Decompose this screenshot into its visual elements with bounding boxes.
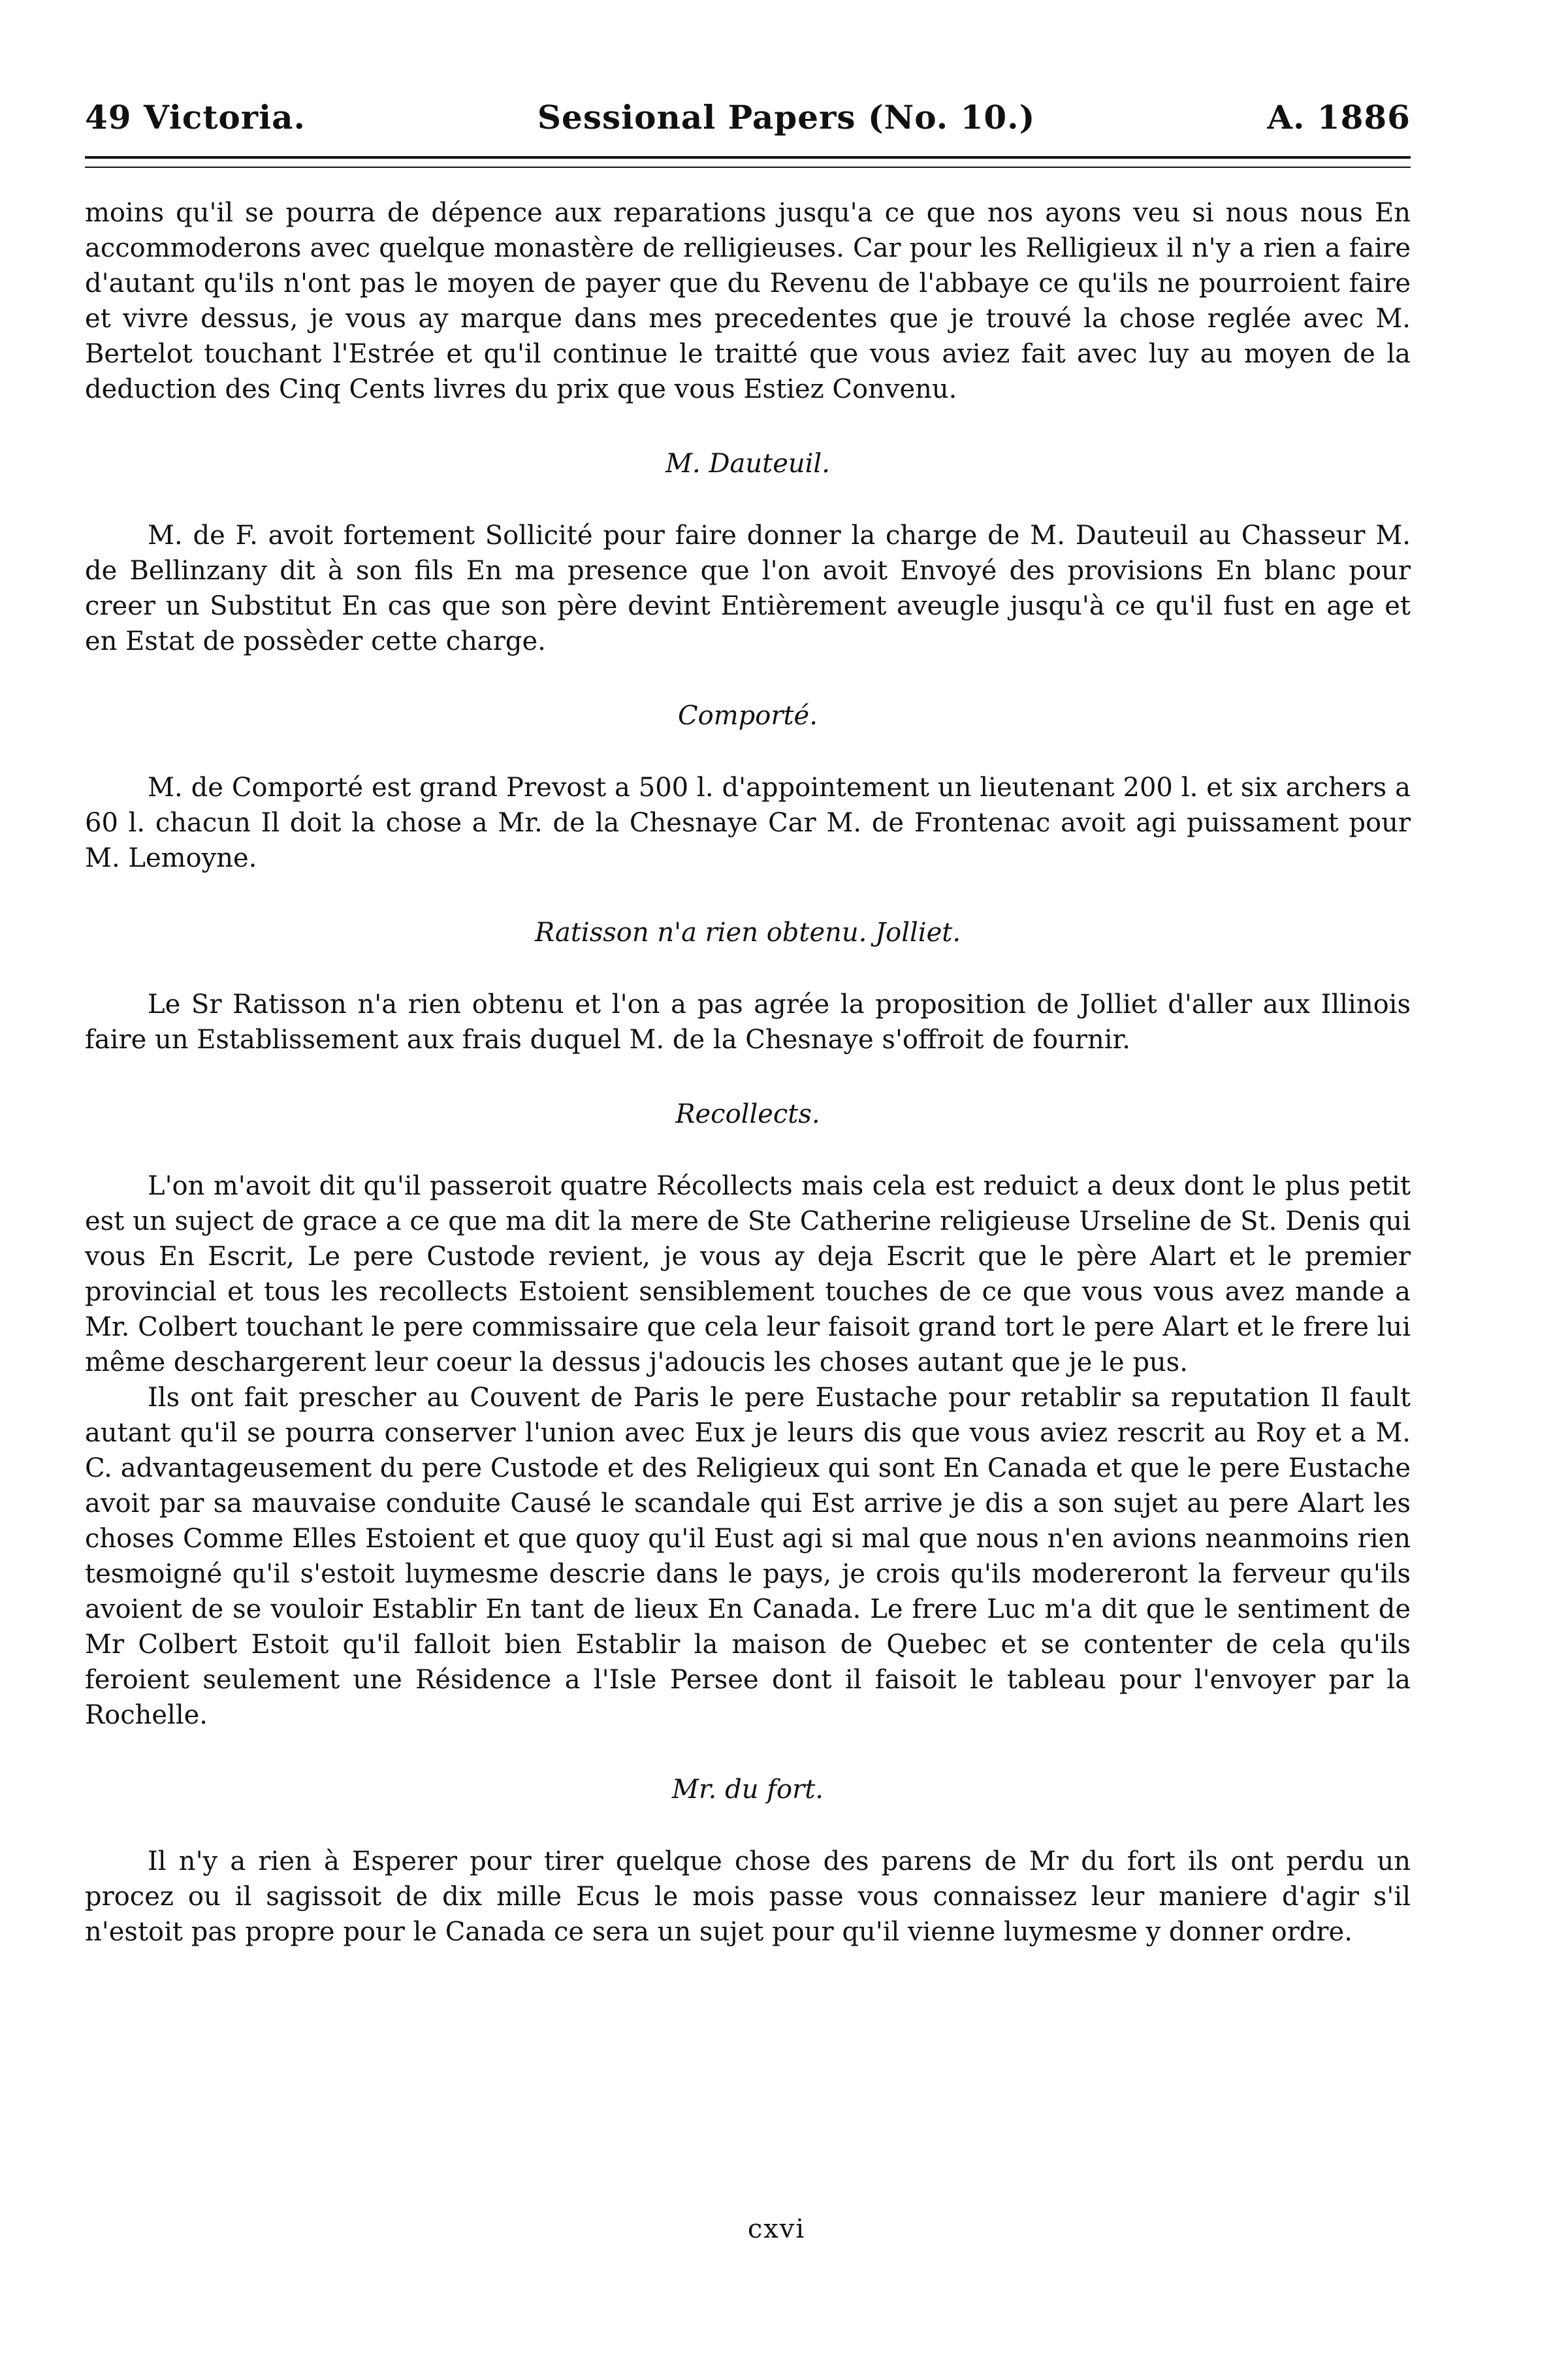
header-year: A. 1886: [1267, 98, 1411, 137]
paragraph-intro: moins qu'il se pourra de dépence aux reparations jusqu'a ce que nos ayons veu si nous nous En accommoderons avec quelque monastère de relligieuses. Car pour les Relligieux il n'y a rien a faire d'autant qu'ils n'ont pas le moyen de payer que du Revenu de l'abbaye ce qu'ils ne pourroient faire et vivre dessus, je vous ay marque dans mes precedentes que je trouvé la chose reglée avec M. Bertelot touchant l'Estrée et qu'il continue le traitté que vous aviez fait avec luy au moyen de la deduction des Cinq Cents livres du prix que vous Estiez Convenu.: [85, 198, 1411, 404]
running-header: [85, 98, 1411, 137]
page-body: [85, 195, 1411, 1950]
paragraph-comporte: M. de Comporté est grand Prevost a 500 l. d'appointement un lieutenant 200 l. et six archers a 60 l. chacun Il doit la chose a Mr. de la Chesnaye Car M. de Frontenac avoit agi puissament pour M. Lemoyne.: [85, 773, 1411, 873]
header-rule: [85, 156, 1411, 168]
paragraph-dauteuil: M. de F. avoit fortement Sollicité pour faire donner la charge de M. Dauteuil au Chasseur M. de Bellinzany dit à son fils En ma presence que l'on avoit Envoyé des provisions En blanc pour creer un Substitut En cas que son père devint Entièrement aveugle jusqu'à ce qu'il fust en age et en Estat de possèder cette charge.: [85, 521, 1411, 656]
header-title: Sessional Papers (No. 10.): [537, 98, 1036, 137]
paragraph-recollects-1: L'on m'avoit dit qu'il passeroit quatre Récollects mais cela est reduict a deux dont le plus petit est un suject de grace a ce que ma dit la mere de Ste Catherine religieuse Urseline de St. Denis qui vous En Escrit, Le pere Custode revient, je vous ay deja Escrit que le père Alart et le premier provincial et tous les recollects Estoient sensiblement touches de ce que vous vous avez mande a Mr. Colbert touchant le pere commissaire que cela leur faisoit grand tort le pere Alart et le frere lui même deschargerent leur coeur la dessus j'adoucis les choses autant que je le pus.: [85, 1171, 1411, 1377]
section-heading-ratisson: Ratisson n'a rien obtenu. Jolliet.: [534, 918, 961, 948]
header-volume: 49 Victoria.: [85, 98, 306, 137]
section-heading-recollects: Recollects.: [675, 1099, 820, 1129]
section-heading-dauteuil: M. Dauteuil.: [665, 449, 830, 479]
paragraph-dufort: Il n'y a rien à Esperer pour tirer quelque chose des parens de Mr du fort ils ont perdu un procez ou il sagissoit de dix mille Ecus le mois passe vous connaissez leur maniere d'agir s'il n'estoit pas propre pour le Canada ce sera un sujet pour qu'il vienne luymesme y donner ordre.: [85, 1846, 1411, 1947]
page-number: cxvi: [747, 2214, 806, 2244]
document-page: [85, 98, 1411, 1950]
paragraph-recollects-2: Ils ont fait prescher au Couvent de Paris le pere Eustache pour retablir sa reputation Il fault autant qu'il se pourra conserver l'union avec Eux je leurs dis que vous aviez rescrit au Roy et a M. C. advantageusement du pere Custode et des Religieux qui sont En Canada et que le pere Eustache avoit par sa mauvaise conduite Causé le scandale qui Est arrive je dis a son sujet au pere Alart les choses Comme Elles Estoient et que quoy qu'il Eust agi si mal que nous n'en avions neanmoins rien tesmoigné qu'il s'estoit luymesme descrie dans le pays, je crois qu'ils modereront la ferveur qu'ils avoient de se vouloir Establir En tant de lieux En Canada. Le frere Luc m'a dit que le sentiment de Mr Colbert Estoit qu'il falloit bien Establir la maison de Quebec et se contenter de cela qu'ils feroient seulement une Résidence a l'Isle Persee dont il faisoit le tableau pour l'envoyer par la Rochelle.: [85, 1383, 1411, 1730]
section-heading-dufort: Mr. du fort.: [672, 1775, 824, 1805]
section-heading-comporte: Comporté.: [678, 701, 818, 731]
paragraph-ratisson: Le Sr Ratisson n'a rien obtenu et l'on a pas agrée la proposition de Jolliet d'aller aux Illinois faire un Establissement aux frais duquel M. de la Chesnaye s'offroit de fournir.: [85, 989, 1411, 1055]
